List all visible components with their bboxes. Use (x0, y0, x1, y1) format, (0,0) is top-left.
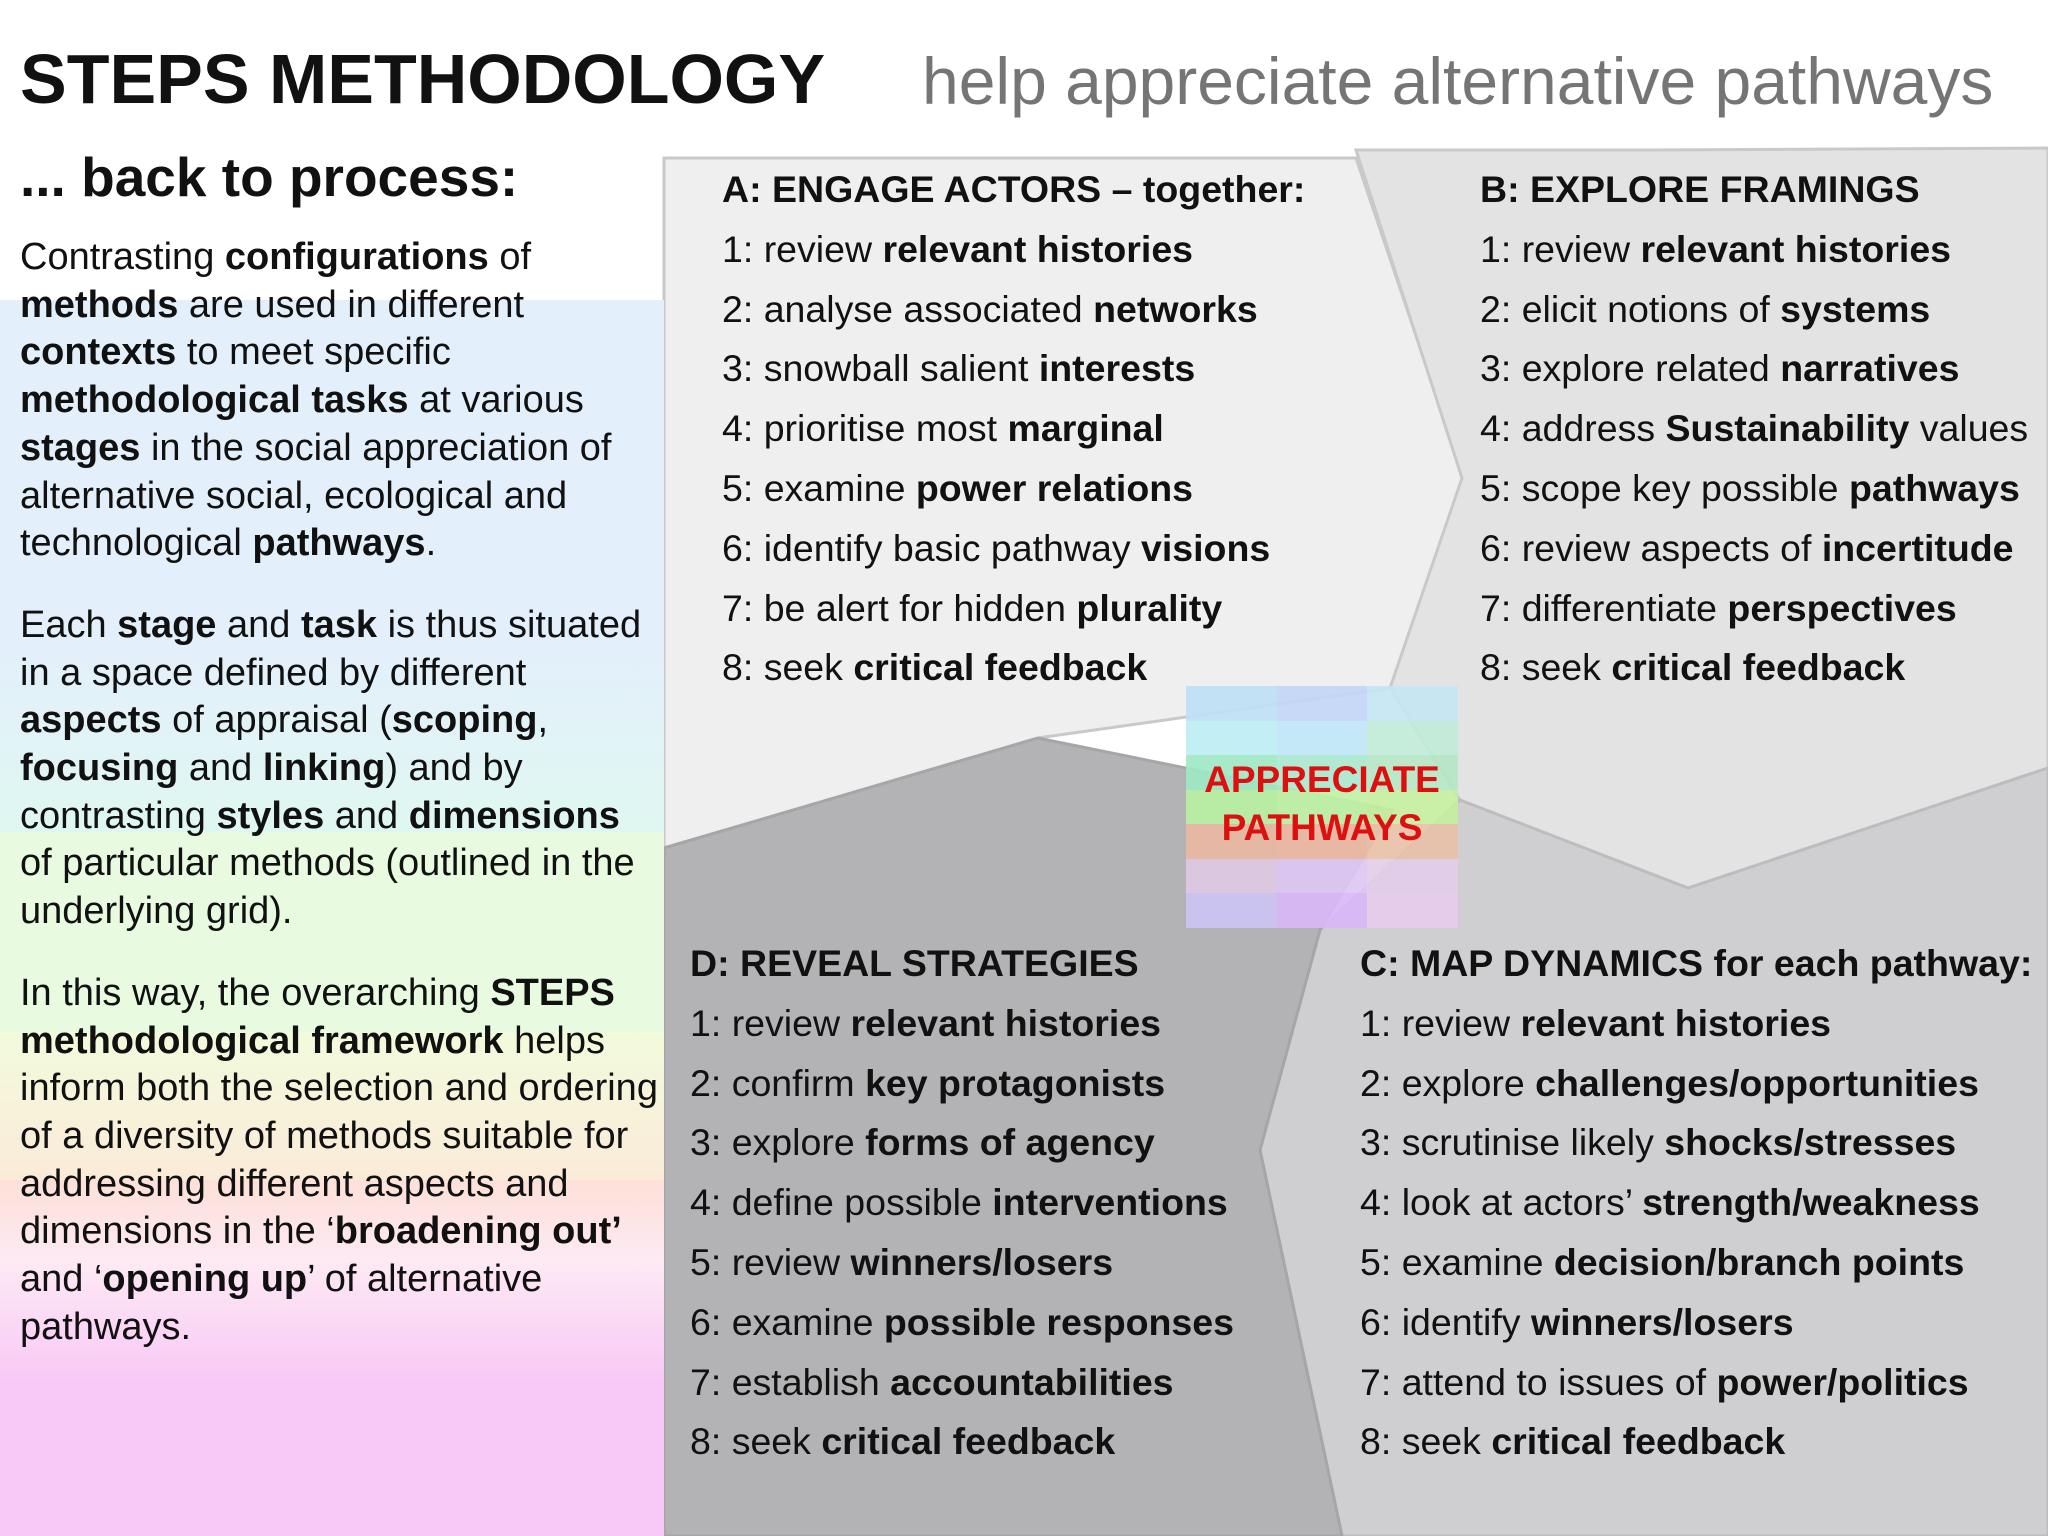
text-run: of (488, 236, 532, 278)
bold-text: critical feedback (1491, 1420, 1786, 1463)
quadrant-b (1480, 160, 2028, 698)
text-run: of appraisal ( (161, 699, 392, 742)
step-item-6 (1480, 519, 2028, 579)
step-item-8 (1360, 1412, 2032, 1472)
bold-text: D: REVEAL STRATEGIES (690, 942, 1139, 984)
text-run: at various (408, 379, 584, 422)
bold-text: relevant histories (882, 227, 1194, 270)
bold-text: linking (262, 747, 386, 790)
bold-text: critical feedback (821, 1420, 1116, 1463)
bold-text: configurations (224, 236, 489, 278)
bold-text: contexts (20, 331, 177, 374)
quadrant-b-heading (1480, 160, 2028, 220)
bold-text: styles (216, 794, 325, 837)
text-run: Contrasting (20, 236, 225, 278)
text-run: is thus situated in a space defined by different (20, 603, 642, 694)
band-magenta (0, 1380, 664, 1536)
step-item-3 (690, 1113, 1234, 1173)
text-run: – together: (1101, 168, 1306, 210)
quadrant-c-heading (1360, 934, 2032, 994)
step-item-7 (1480, 579, 2028, 639)
text-run: in the social appreciation of alternative social, ecological and technological (20, 426, 612, 565)
bold-text: relevant histories (850, 1001, 1162, 1044)
appreciate-pathways-label (1186, 756, 1458, 852)
text-run: 5: scope key possible (1480, 466, 1849, 509)
step-item-4 (722, 399, 1305, 459)
text-run: for each pathway: (1703, 942, 2033, 984)
bold-text: decision/branch points (1553, 1240, 1965, 1283)
text-run: , (537, 699, 549, 742)
bold-text: forms of agency (865, 1121, 1155, 1164)
quadrant-a (722, 160, 1305, 698)
text-run: 2: elicit notions of (1480, 287, 1781, 330)
quadrant-c (1360, 934, 2032, 1472)
step-item-6 (690, 1293, 1234, 1353)
text-run: and (216, 603, 301, 646)
bold-text: C: MAP DYNAMICS (1360, 942, 1704, 984)
text-run: to meet specific (176, 331, 451, 374)
step-item-8 (1480, 638, 2028, 698)
text-run: and (324, 794, 409, 837)
step-item-4 (1360, 1173, 2032, 1233)
bold-text: key protagonists (865, 1061, 1166, 1104)
text-run: 2: explore (1360, 1061, 1536, 1104)
text-run: 8: seek (690, 1420, 822, 1463)
step-item-4 (1480, 399, 2028, 459)
text-run: 7: establish (690, 1360, 891, 1403)
bold-text: opening up (102, 1258, 308, 1301)
text-run: 2: confirm (690, 1061, 866, 1104)
bold-text: interventions (992, 1181, 1228, 1224)
text-run: 6: identify basic pathway (722, 526, 1141, 569)
left-paragraph-2 (20, 602, 660, 936)
bold-text: relevant histories (1520, 1001, 1832, 1044)
bold-text: possible responses (883, 1300, 1234, 1343)
step-item-4 (690, 1173, 1234, 1233)
text-run: 1: review (690, 1001, 851, 1044)
grid-cell (1186, 893, 1277, 928)
bold-text: pathways (1848, 466, 2020, 509)
grid-cell (1277, 859, 1368, 894)
bold-text: pathways (252, 522, 426, 565)
text-run: Each (20, 603, 118, 646)
step-item-8 (690, 1412, 1234, 1472)
step-item-7 (1360, 1353, 2032, 1413)
grid-cell (1277, 893, 1368, 928)
step-item-5 (1480, 459, 2028, 519)
bold-text: visions (1140, 526, 1271, 569)
page-subtitle: help appreciate alternative pathways (922, 44, 1994, 118)
bold-text: networks (1093, 287, 1258, 330)
bold-text: focusing (20, 747, 179, 790)
text-run: 1: review (1360, 1001, 1521, 1044)
bold-text: power/politics (1716, 1360, 1969, 1403)
text-run: and (178, 747, 263, 790)
bold-text: stage (117, 603, 217, 646)
grid-cell (1367, 686, 1458, 721)
bold-text: Sustainability (1665, 407, 1910, 450)
left-paragraph-1 (20, 234, 660, 568)
bold-text: accountabilities (890, 1360, 1174, 1403)
bold-text: shocks/stresses (1664, 1121, 1957, 1164)
step-item-3 (1360, 1113, 2032, 1173)
text-run: 3: scrutinise likely (1360, 1121, 1665, 1164)
text-run: . (425, 522, 437, 565)
text-run: 5: review (690, 1240, 851, 1283)
bold-text: aspects (20, 699, 162, 742)
text-run: of particular methods (outlined in the underlying grid). (20, 842, 635, 933)
bold-text: incertitude (1821, 526, 2014, 569)
step-item-2 (690, 1054, 1234, 1114)
text-run: ’ of alternative pathways. (20, 1258, 543, 1348)
text-run: 7: differentiate (1480, 586, 1728, 629)
step-item-5 (1360, 1233, 2032, 1293)
text-run: 7: be alert for hidden (722, 586, 1077, 629)
text-run: 3: explore (690, 1121, 866, 1164)
grid-cell (1277, 686, 1368, 721)
left-panel (20, 140, 660, 1385)
bold-text: stages (20, 426, 141, 469)
step-item-3 (1480, 339, 2028, 399)
step-item-5 (690, 1233, 1234, 1293)
bold-text: critical feedback (853, 646, 1148, 689)
left-paragraph-3 (20, 970, 660, 1352)
bold-text: strength/weakness (1642, 1181, 1980, 1224)
bold-text: winners/losers (1530, 1300, 1794, 1343)
text-run: 3: snowball salient (722, 347, 1039, 390)
text-run: In this way, the overarching (20, 971, 491, 1014)
text-run: 4: define possible (690, 1181, 993, 1224)
grid-cell (1186, 686, 1277, 721)
bold-text: critical feedback (1611, 646, 1906, 689)
step-item-6 (1360, 1293, 2032, 1353)
bold-text: task (300, 603, 378, 646)
text-run: 3: explore related (1480, 347, 1781, 390)
text-run: ) and by contrasting (20, 747, 523, 837)
page-title: STEPS METHODOLOGY (20, 40, 826, 118)
step-item-3 (722, 339, 1305, 399)
step-item-2 (722, 280, 1305, 340)
grid-cell (1367, 859, 1458, 894)
step-item-1 (722, 220, 1305, 280)
step-item-1 (690, 994, 1234, 1054)
text-run: 6: examine (690, 1300, 884, 1343)
text-run: helps inform both the selection and ordering of a diversity of methods suitable for addressing different aspects and dimensions in the ‘ (20, 1019, 658, 1253)
bold-text: systems (1780, 287, 1931, 330)
grid-cell (1367, 721, 1458, 756)
step-item-6 (722, 519, 1305, 579)
bold-text: winners/losers (850, 1240, 1114, 1283)
text-run: 8: seek (1480, 646, 1612, 689)
step-item-1 (1480, 220, 2028, 280)
text-run: 5: examine (1360, 1240, 1554, 1283)
text-run: 2: analyse associated (722, 287, 1094, 330)
grid-cell (1277, 721, 1368, 756)
quadrant-a-heading (722, 160, 1305, 220)
grid-cell (1186, 721, 1277, 756)
step-item-5 (722, 459, 1305, 519)
text-run: 7: attend to issues of (1360, 1360, 1717, 1403)
bold-text: dimensions (408, 794, 620, 837)
text-run: 6: review aspects of (1480, 526, 1822, 569)
text-run: 4: address (1480, 407, 1666, 450)
text-run: and ‘ (20, 1258, 103, 1301)
step-item-2 (1360, 1054, 2032, 1114)
quadrant-d-heading (690, 934, 1234, 994)
bold-text: marginal (1007, 407, 1164, 450)
bold-text: plurality (1076, 586, 1223, 629)
step-item-7 (722, 579, 1305, 639)
text-run: 8: seek (722, 646, 854, 689)
quadrant-a-items (722, 220, 1305, 698)
bold-text: scoping (391, 699, 538, 742)
step-item-1 (1360, 994, 2032, 1054)
bold-text: power relations (915, 466, 1194, 509)
text-run: 4: look at actors’ (1360, 1181, 1643, 1224)
bold-text: relevant histories (1640, 227, 1952, 270)
text-run: 6: identify (1360, 1300, 1531, 1343)
left-heading: ... back to process: (20, 146, 519, 208)
bold-text: A: ENGAGE ACTORS (722, 168, 1102, 210)
quadrant-d-items (690, 994, 1234, 1472)
center-label-line-1: APPRECIATE (1204, 759, 1440, 800)
text-run: 8: seek (1360, 1420, 1492, 1463)
text-run: 1: review (722, 227, 883, 270)
bold-text: STEPS methodological framework (20, 971, 615, 1062)
text-run: are used in different (178, 283, 525, 326)
grid-cell (1367, 893, 1458, 928)
bold-text: narratives (1780, 347, 1960, 390)
quadrant-d (690, 934, 1234, 1472)
center-label-line-2: PATHWAYS (1221, 807, 1423, 848)
text-run: 4: prioritise most (722, 407, 1008, 450)
quadrant-b-items (1480, 220, 2028, 698)
text-run: 1: review (1480, 227, 1641, 270)
quadrant-c-items (1360, 994, 2032, 1472)
bold-text: B: EXPLORE FRAMINGS (1480, 168, 1920, 210)
bold-text: broadening out’ (334, 1210, 622, 1253)
bold-text: interests (1038, 347, 1196, 390)
text-run: 5: examine (722, 466, 916, 509)
grid-cell (1186, 859, 1277, 894)
text-run: values (1909, 407, 2029, 450)
step-item-7 (690, 1353, 1234, 1413)
step-item-2 (1480, 280, 2028, 340)
bold-text: perspectives (1727, 586, 1957, 629)
bold-text: methods (20, 283, 179, 326)
bold-text: challenges/opportunities (1535, 1061, 1979, 1104)
bold-text: methodological tasks (20, 379, 409, 422)
